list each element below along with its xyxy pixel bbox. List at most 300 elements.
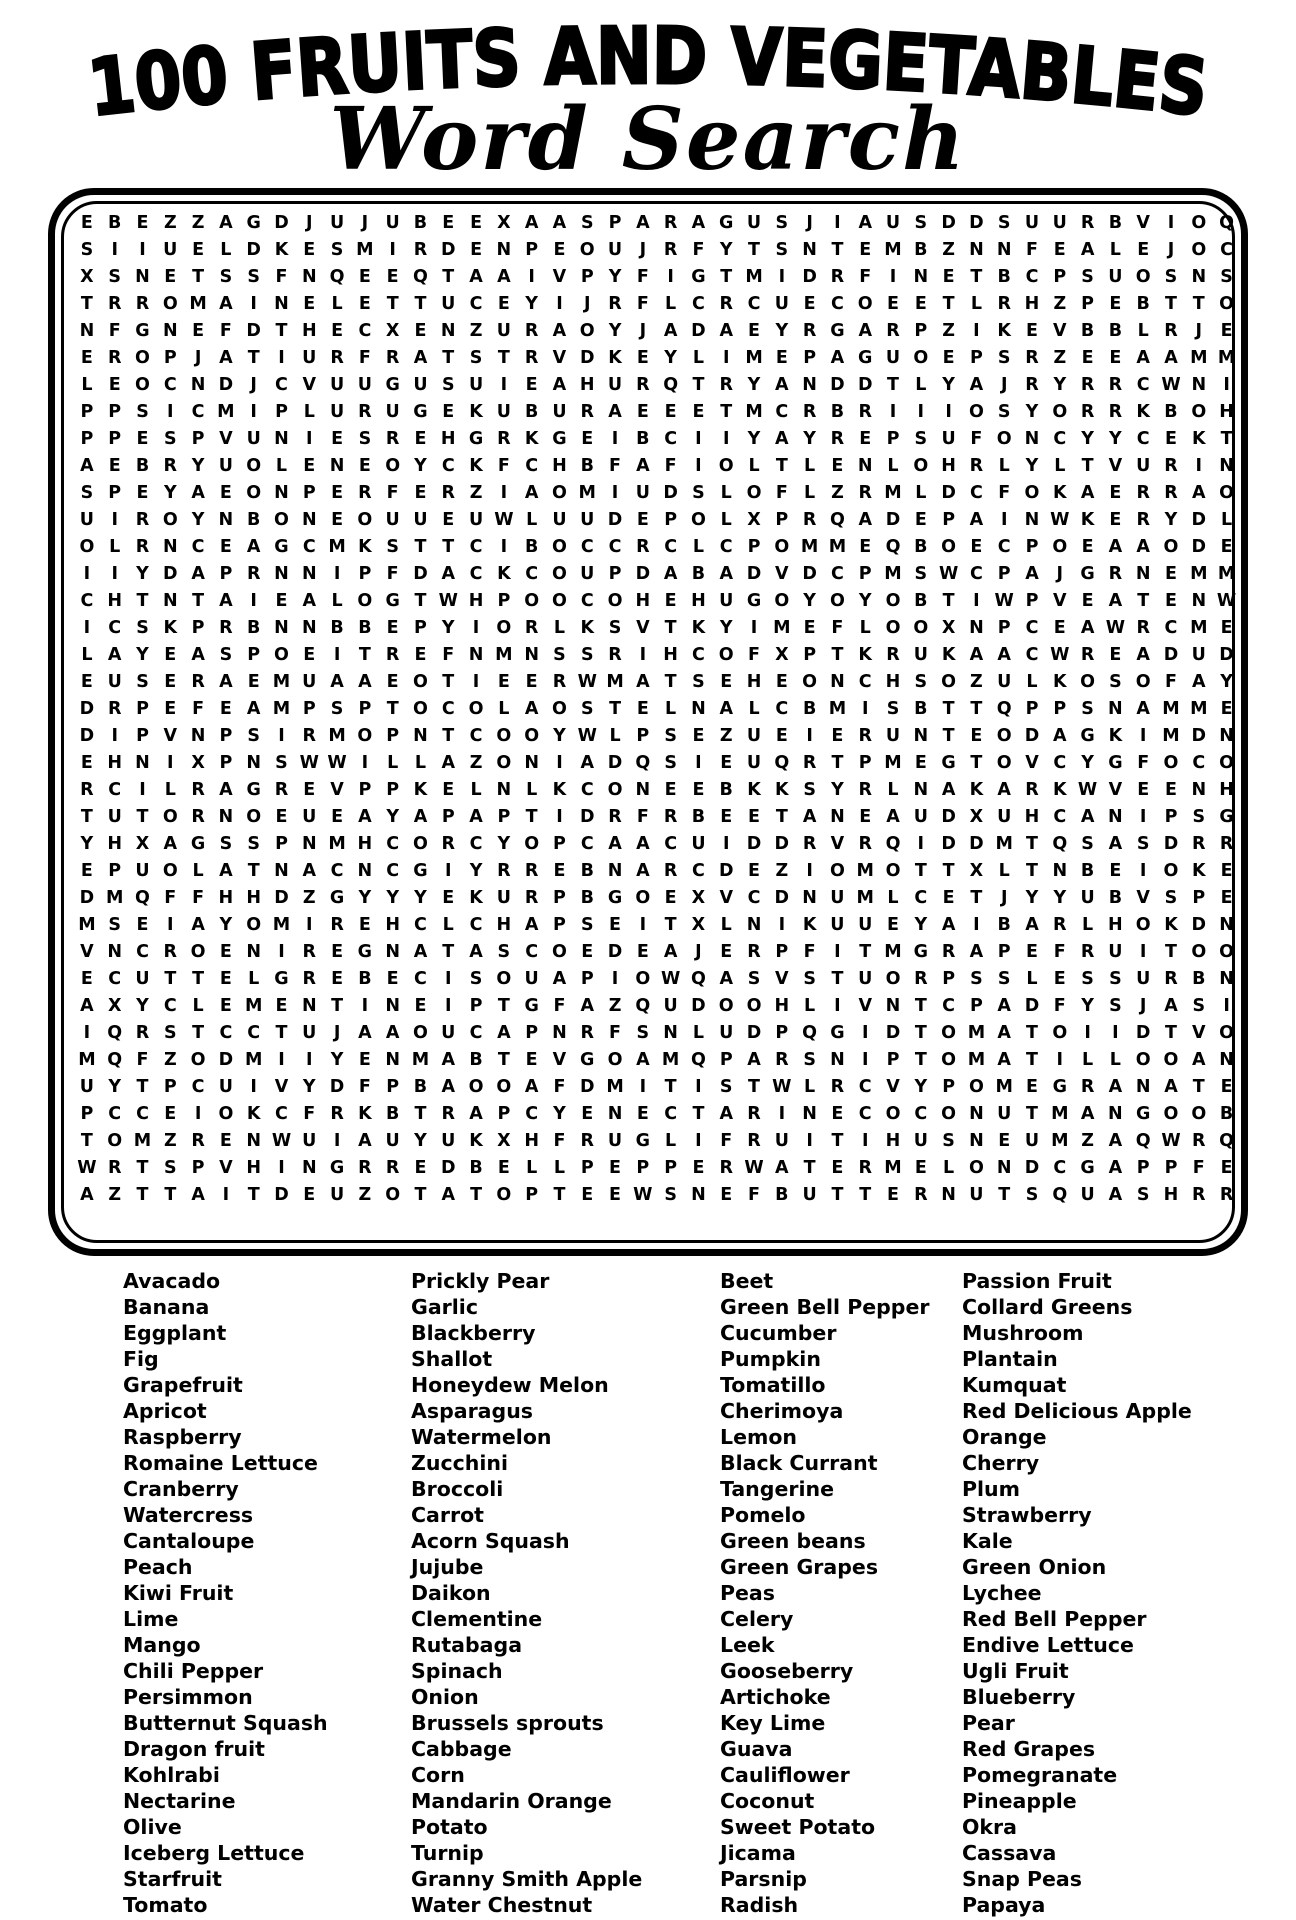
grid-letter: O [190,1049,206,1070]
grid-letter: S [997,212,1011,233]
grid-letter: K [358,536,372,557]
grid-letter: A [636,212,650,233]
grid-letter: P [358,563,372,584]
grid-letter: T [887,374,899,395]
grid-letter: Y [80,833,94,854]
grid-letter: E [386,617,399,638]
word-list-item: Avacado [123,1269,221,1293]
grid-letter: S [1025,1184,1039,1205]
grid-letter: O [1135,914,1151,935]
grid-letter: Y [553,725,566,746]
grid-letter: Y [497,833,511,854]
grid-letter: G [385,590,400,611]
grid-letter: O [135,347,150,368]
grid-letter: X [191,752,205,773]
grid-letter: S [219,833,233,854]
grid-letter: E [219,968,232,989]
grid-letter: M [272,914,291,935]
grid-letter: W [994,590,1014,611]
grid-letter: N [274,293,289,314]
grid-letter: I [722,428,730,449]
grid-letter: S [219,644,233,665]
grid-letter: G [135,320,150,341]
grid-letter: T [358,644,371,665]
word-list-item: Kiwi Fruit [123,1581,234,1605]
grid-letter: Y [1081,752,1094,773]
grid-letter: F [1192,1157,1205,1178]
grid-letter: A [469,1103,483,1124]
grid-letter: R [1108,563,1123,584]
grid-letter: C [1053,806,1067,827]
grid-letter: E [609,1184,622,1205]
grid-letter: B [636,428,650,449]
grid-letter: E [914,1157,927,1178]
grid-letter: E [748,806,760,827]
grid-letter: R [858,401,872,422]
word-list-item: Green Grapes [720,1555,879,1579]
grid-letter: Z [775,860,789,881]
grid-letter: Z [163,1049,177,1070]
grid-letter: H [941,455,956,476]
grid-letter: E [1220,698,1233,719]
grid-letter: U [691,833,706,854]
grid-letter: R [802,320,817,341]
grid-letter: P [108,401,122,422]
grid-letter: Z [1081,1130,1094,1151]
grid-letter: L [1054,455,1066,476]
grid-letter: R [1192,1130,1206,1151]
grid-letter: I [1139,941,1147,962]
grid-letter: T [775,806,788,827]
grid-letter: L [915,482,927,503]
grid-letter: O [913,455,929,476]
grid-letter: U [885,212,901,233]
grid-letter: S [108,914,121,935]
grid-letter: F [553,1076,566,1097]
grid-letter: W [327,752,347,773]
grid-letter: H [1219,401,1234,422]
grid-letter: E [219,536,232,557]
grid-letter: E [358,266,371,287]
grid-letter: A [191,914,205,935]
grid-letter: N [190,374,206,395]
word-list-item: Peach [123,1555,193,1579]
grid-letter: O [552,941,567,962]
grid-letter: S [358,428,372,449]
grid-letter: B [775,1184,789,1205]
grid-letter: P [1192,887,1206,908]
grid-letter: W [633,1184,653,1205]
grid-letter: U [1136,968,1151,989]
grid-letter: Y [1109,428,1122,449]
grid-letter: R [1080,374,1095,395]
grid-letter: L [1082,1049,1094,1070]
grid-letter: E [275,995,288,1016]
grid-letter: O [774,536,790,557]
grid-letter: D [274,1184,289,1205]
grid-letter: B [1219,1103,1234,1124]
grid-letter: R [802,752,817,773]
grid-letter: D [1163,644,1179,665]
grid-letter: L [859,617,871,638]
grid-letter: M [328,536,346,557]
grid-letter: T [1165,941,1177,962]
grid-letter: S [914,428,928,449]
grid-letter: E [748,860,760,881]
grid-letter: I [167,401,174,422]
grid-letter: W [1050,644,1070,665]
grid-letter: M [1051,1103,1069,1124]
grid-letter: L [1109,1049,1121,1070]
grid-letter: U [1024,1130,1040,1151]
grid-letter: M [884,239,902,260]
word-list-item: Granny Smith Apple [411,1867,643,1891]
grid-letter: X [107,995,122,1016]
grid-letter: S [914,563,928,584]
grid-letter: R [830,1076,845,1097]
grid-letter: O [607,779,623,800]
grid-letter: N [107,941,123,962]
grid-letter: E [1220,860,1233,881]
grid-letter: S [219,266,233,287]
grid-letter: E [914,509,927,530]
grid-letter: P [914,320,928,341]
word-list-item: Turnip [411,1841,484,1865]
grid-letter: A [302,590,317,611]
grid-letter: E [108,374,121,395]
grid-letter: L [887,455,899,476]
grid-letter: V [274,1076,289,1097]
grid-letter: O [246,806,262,827]
grid-letter: Y [747,428,761,449]
word-list-item: Red Delicious Apple [962,1399,1192,1423]
grid-letter: E [108,455,121,476]
grid-letter: S [247,266,260,287]
grid-letter: A [552,212,567,233]
grid-letter: K [997,320,1011,341]
word-list-item: Honeydew Melon [411,1373,609,1397]
grid-letter: S [1192,806,1206,827]
grid-letter: R [1080,401,1095,422]
grid-letter: U [218,1076,233,1097]
grid-letter: F [775,482,788,503]
grid-letter: R [413,239,428,260]
grid-letter: U [329,401,345,422]
word-list-item: Celery [720,1607,794,1631]
grid-letter: F [136,1049,149,1070]
grid-letter: I [306,1049,313,1070]
grid-letter: D [1135,1022,1151,1043]
grid-letter: E [442,212,455,233]
grid-letter: A [524,698,539,719]
grid-letter: E [720,1184,733,1205]
grid-letter: Z [163,1130,177,1151]
grid-letter: P [1164,1157,1178,1178]
grid-letter: A [969,374,984,395]
grid-letter: A [608,401,622,422]
grid-letter: S [1164,266,1178,287]
grid-letter: P [580,266,594,287]
grid-letter: J [306,212,313,233]
grid-letter: Y [136,644,149,665]
grid-letter: P [775,509,789,530]
grid-letter: F [192,887,205,908]
grid-letter: M [967,1022,986,1043]
grid-letter: Z [108,1184,122,1205]
grid-letter: H [1163,1184,1179,1205]
grid-letter: E [831,1103,844,1124]
grid-letter: Y [1025,401,1039,422]
grid-letter: A [636,671,650,692]
grid-letter: Q [107,1049,123,1070]
grid-letter: A [219,212,233,233]
grid-letter: U [1024,212,1040,233]
grid-letter: R [302,968,317,989]
grid-letter: D [579,1076,595,1097]
grid-letter: E [887,1184,899,1205]
grid-letter: F [386,482,399,503]
grid-letter: C [247,1022,261,1043]
grid-letter: M [217,401,235,422]
grid-letter: S [330,239,344,260]
grid-letter: M [884,563,902,584]
grid-letter: Q [802,1022,818,1043]
word-list-item: Grapefruit [123,1373,243,1397]
grid-letter: E [470,212,483,233]
grid-letter: O [1219,293,1235,314]
grid-letter: O [468,698,484,719]
grid-letter: N [162,320,178,341]
grid-letter: O [496,752,512,773]
grid-letter: L [1220,509,1233,530]
grid-letter: L [804,482,816,503]
grid-letter: A [246,698,261,719]
grid-letter: D [607,941,623,962]
grid-letter: C [330,860,344,881]
grid-letter: U [1108,266,1123,287]
grid-letter: F [553,995,566,1016]
grid-letter: D [79,698,95,719]
grid-letter: I [917,401,925,422]
grid-letter: S [970,968,983,989]
grid-letter: H [107,833,123,854]
grid-letter: I [1223,995,1230,1016]
grid-letter: I [695,752,702,773]
grid-letter: X [135,833,150,854]
grid-letter: O [1191,941,1207,962]
grid-letter: U [468,374,484,395]
grid-letter: T [442,347,455,368]
grid-letter: P [219,563,233,584]
word-list-item: Olive [123,1815,182,1839]
grid-letter: O [996,428,1012,449]
grid-letter: K [691,617,706,638]
grid-letter: C [275,1103,288,1124]
grid-letter: G [1080,563,1095,584]
grid-letter: C [997,536,1011,557]
grid-letter: I [472,617,480,638]
word-list-item: Papaya [962,1893,1046,1917]
grid-letter: N [301,266,317,287]
grid-letter: R [636,374,650,395]
grid-letter: B [691,806,706,827]
word-list-item: Rutabaga [411,1633,523,1657]
grid-letter: F [108,320,121,341]
grid-letter: B [580,860,594,881]
grid-letter: B [914,239,928,260]
grid-letter: Z [358,1184,372,1205]
grid-letter: W [577,725,597,746]
grid-letter: K [246,1103,261,1124]
grid-letter: D [885,509,901,530]
grid-letter: R [858,725,872,746]
grid-letter: S [1109,968,1122,989]
grid-letter: E [442,779,455,800]
grid-letter: C [469,293,483,314]
word-list-item: Lychee [962,1581,1042,1605]
grid-letter: C [664,536,678,557]
grid-letter: A [747,1049,761,1070]
grid-letter: U [913,806,928,827]
grid-letter: Y [414,1130,427,1151]
grid-letter: E [136,482,149,503]
grid-letter: P [719,1049,733,1070]
grid-letter: D [1024,995,1040,1016]
grid-letter: L [553,617,566,638]
grid-letter: C [580,833,594,854]
grid-letter: P [747,536,761,557]
grid-letter: U [1108,941,1123,962]
word-list-item: Blueberry [962,1685,1076,1709]
grid-letter: B [1080,860,1095,881]
grid-letter: T [831,239,844,260]
grid-letter: Q [663,374,679,395]
grid-letter: I [333,1130,341,1151]
grid-letter: D [746,833,762,854]
grid-letter: D [218,1049,234,1070]
grid-letter: T [831,1130,844,1151]
grid-letter: O [996,725,1012,746]
grid-letter: U [302,1022,317,1043]
grid-letter: M [1217,563,1236,584]
grid-letter: I [250,590,257,611]
grid-letter: C [969,563,983,584]
grid-letter: R [163,941,178,962]
grid-letter: T [331,995,344,1016]
grid-letter: E [775,347,788,368]
grid-letter: L [442,914,454,935]
grid-letter: X [691,914,706,935]
grid-letter: P [136,698,149,719]
grid-letter: R [858,779,872,800]
grid-letter: A [969,509,984,530]
grid-letter: O [885,1103,901,1124]
grid-letter: I [333,563,341,584]
grid-letter: M [578,482,596,503]
grid-letter: J [639,239,647,260]
grid-letter: P [1025,698,1039,719]
grid-letter: A [1136,698,1150,719]
grid-letter: M [773,617,791,638]
grid-letter: E [553,860,566,881]
grid-letter: A [219,293,233,314]
word-list-item: Water Chestnut [411,1893,593,1917]
grid-letter: O [746,995,762,1016]
grid-letter: L [192,860,204,881]
grid-letter: Z [831,482,844,503]
grid-letter: E [1164,563,1177,584]
grid-letter: P [1164,806,1178,827]
grid-letter: I [639,1076,647,1097]
grid-letter: Y [1081,428,1094,449]
grid-letter: C [163,995,177,1016]
grid-letter: Z [719,725,733,746]
grid-letter: T [720,266,733,287]
grid-letter: O [413,1022,428,1043]
grid-letter: O [607,1049,623,1070]
grid-letter: O [468,1076,484,1097]
grid-letter: E [525,671,538,692]
grid-letter: G [941,752,956,773]
word-list-item: Green Onion [962,1555,1107,1579]
grid-letter: S [247,725,260,746]
grid-letter: P [108,860,122,881]
word-list-item: Snap Peas [962,1867,1082,1891]
grid-letter: I [611,968,619,989]
grid-letter: P [608,563,622,584]
grid-letter: N [746,914,762,935]
grid-letter: T [664,671,677,692]
grid-letter: F [859,266,872,287]
word-list-item: Prickly Pear [411,1269,550,1293]
grid-letter: S [163,1022,177,1043]
grid-letter: S [580,698,594,719]
grid-letter: B [1108,320,1123,341]
grid-letter: T [192,590,205,611]
word-list-item: Parsnip [720,1867,807,1891]
grid-letter: G [858,347,873,368]
grid-letter: H [691,590,706,611]
grid-letter: R [385,347,400,368]
grid-letter: X [969,806,984,827]
grid-letter: H [301,320,317,341]
grid-letter: M [856,887,874,908]
grid-letter: W [577,671,597,692]
grid-letter: N [329,455,345,476]
grid-letter: Q [635,995,651,1016]
grid-letter: C [1053,428,1067,449]
grid-letter: T [442,266,455,287]
grid-letter: V [552,1049,567,1070]
grid-letter: D [774,887,790,908]
grid-letter: T [1026,833,1038,854]
grid-letter: C [469,563,483,584]
grid-letter: V [1108,455,1123,476]
grid-letter: D [969,212,984,233]
grid-letter: O [552,482,567,503]
grid-letter: S [1109,995,1122,1016]
grid-letter: N [1219,725,1234,746]
grid-letter: R [107,293,122,314]
grid-letter: X [969,860,984,881]
grid-letter: W [494,509,514,530]
grid-letter: E [859,428,872,449]
grid-letter: K [274,239,289,260]
grid-letter: G [246,212,261,233]
grid-letter: D [218,374,234,395]
grid-letter: B [469,1157,483,1178]
grid-letter: N [1191,266,1207,287]
